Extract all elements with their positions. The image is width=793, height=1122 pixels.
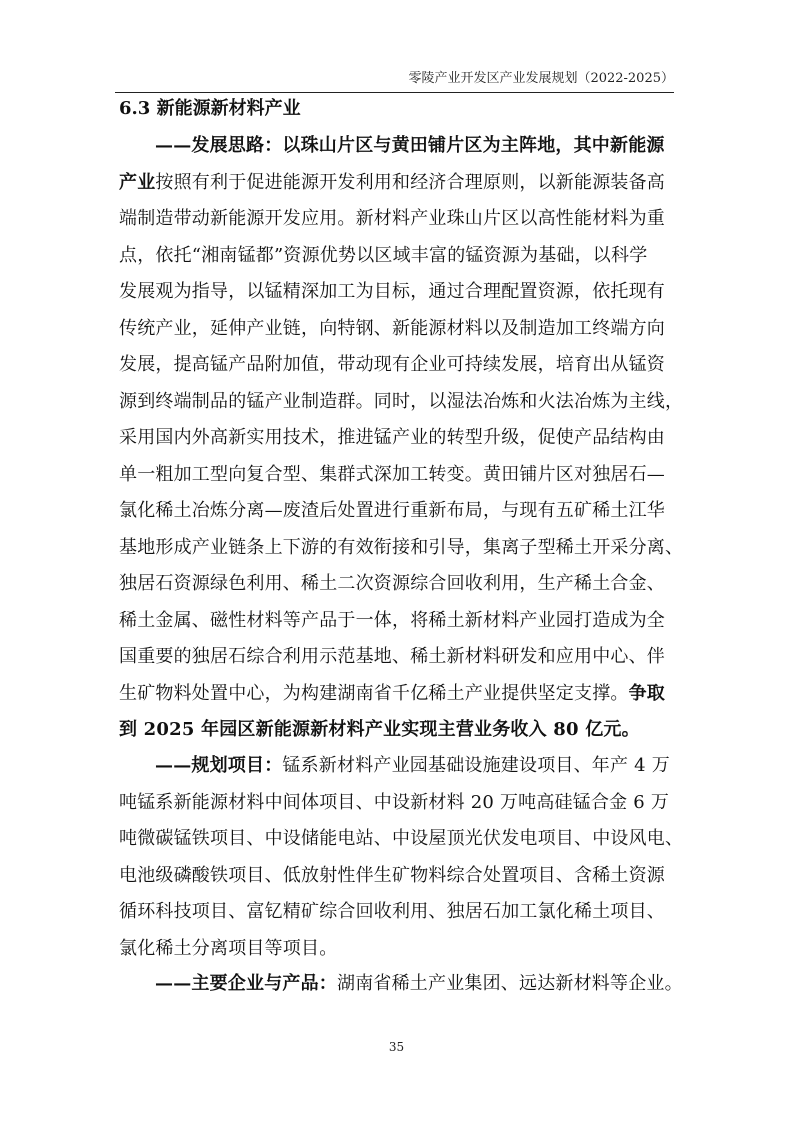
text-line (119, 493, 681, 530)
text-run: 单一粗加工型向复合型、集群式深加工转变。黄田铺片区对独居石— (119, 463, 665, 485)
text-run: 氯化稀土冶炼分离—废渣后处置进行重新布局，与现有五矿稀土江华 (119, 500, 665, 521)
text-line (119, 347, 681, 384)
text-line (119, 238, 681, 275)
text-run: 氯化稀土分离项目等项目。 (119, 937, 338, 959)
text-line (119, 748, 681, 785)
bold-run: ——主要企业与产品： (155, 973, 337, 994)
paragraph-development-ideas (119, 128, 684, 749)
text-line (119, 785, 681, 822)
text-line (119, 821, 684, 858)
text-line (119, 712, 681, 749)
text-run: 源到终端制品的锰产业制造群。同时，以湿法冶炼和火法冶炼为主线， (119, 390, 684, 412)
bold-run: 争取 (628, 682, 666, 704)
page-number: 35 (388, 1040, 405, 1054)
section-title: 6.3 新能源新材料产业 (119, 98, 301, 119)
text-run: 生矿物料处置中心，为构建湖南省千亿稀土产业提供坚定支撑。 (119, 682, 629, 704)
text-line (119, 931, 681, 968)
text-run: 基地形成产业链条上下游的有效衔接和引导，集离子型稀土开采分离、 (119, 536, 684, 558)
text-line (119, 457, 681, 494)
paragraph-main-enterprises (119, 966, 681, 1003)
text-line (119, 530, 684, 567)
text-run: 按照有利于促进能源开发利用和经济合理原则，以新能源装备高 (155, 171, 666, 193)
text-run: 电池级磷酸铁项目、低放射性伴生矿物料综合处置项目、含稀土资源 (119, 864, 665, 886)
running-title: 零陵产业开发区产业发展规划（2022-2025） (408, 71, 674, 86)
text-run: 吨微碳锰铁项目、中设储能电站、中设屋顶光伏发电项目、中设风电、 (119, 828, 684, 849)
text-run: 端制造带动新能源开发应用。新材料产业珠山片区以高性能材料为重 (119, 208, 665, 229)
bold-run: 到 2025 年园区新能源新材料产业实现主营业务收入 80 亿元。 (119, 719, 640, 740)
text-run: 锰系新材料产业园基础设施建设项目、年产 4 万 (282, 755, 670, 776)
text-line (119, 566, 681, 603)
bold-run: 产业 (119, 171, 156, 193)
text-line (119, 676, 681, 713)
text-run: 点，依托“湘南锰都”资源优势以区域丰富的锰资源为基础，以科学 (119, 244, 648, 266)
text-line (119, 384, 684, 421)
text-line (119, 128, 681, 165)
text-run: 湖南省稀土产业集团、远达新材料等企业。 (337, 973, 683, 994)
text-run: 循环科技项目、富钇精矿综合回收利用、独居石加工氯化稀土项目、 (119, 901, 665, 922)
text-line (119, 420, 681, 457)
text-line (119, 639, 681, 676)
text-run: 发展，提高锰产品附加值，带动现有企业可持续发展，培育出从锰资 (119, 354, 665, 375)
bold-run: ——规划项目： (155, 755, 283, 776)
text-line (119, 603, 681, 640)
text-line (119, 894, 681, 931)
text-run: 吨锰系新能源材料中间体项目、中设新材料 20 万吨高硅锰合金 6 万 (119, 791, 670, 813)
running-header (115, 70, 674, 93)
text-line (119, 165, 681, 202)
text-line (119, 201, 681, 238)
paragraph-planned-projects (119, 748, 684, 967)
text-run: 稀土金属、磁性材料等产品于一体，将稀土新材料产业园打造成为全 (119, 609, 665, 631)
text-line (119, 274, 681, 311)
bold-run: ——发展思路：以珠山片区与黄田铺片区为主阵地，其中新能源 (155, 135, 665, 156)
text-line (119, 966, 681, 1003)
text-run: 国重要的独居石综合利用示范基地、稀土新材料研发和应用中心、伴 (119, 646, 665, 667)
text-run: 采用国内外高新实用技术，推进锰产业的转型升级，促使产品结构由 (119, 427, 665, 448)
text-run: 传统产业，延伸产业链，向特钢、新能源材料以及制造加工终端方向 (119, 317, 665, 339)
text-run: 发展观为指导，以锰精深加工为目标，通过合理配置资源，依托现有 (119, 281, 665, 302)
text-run: 独居石资源绿色利用、稀土二次资源综合回收利用，生产稀土合金、 (119, 573, 665, 594)
text-line (119, 858, 681, 895)
text-line (119, 311, 681, 348)
